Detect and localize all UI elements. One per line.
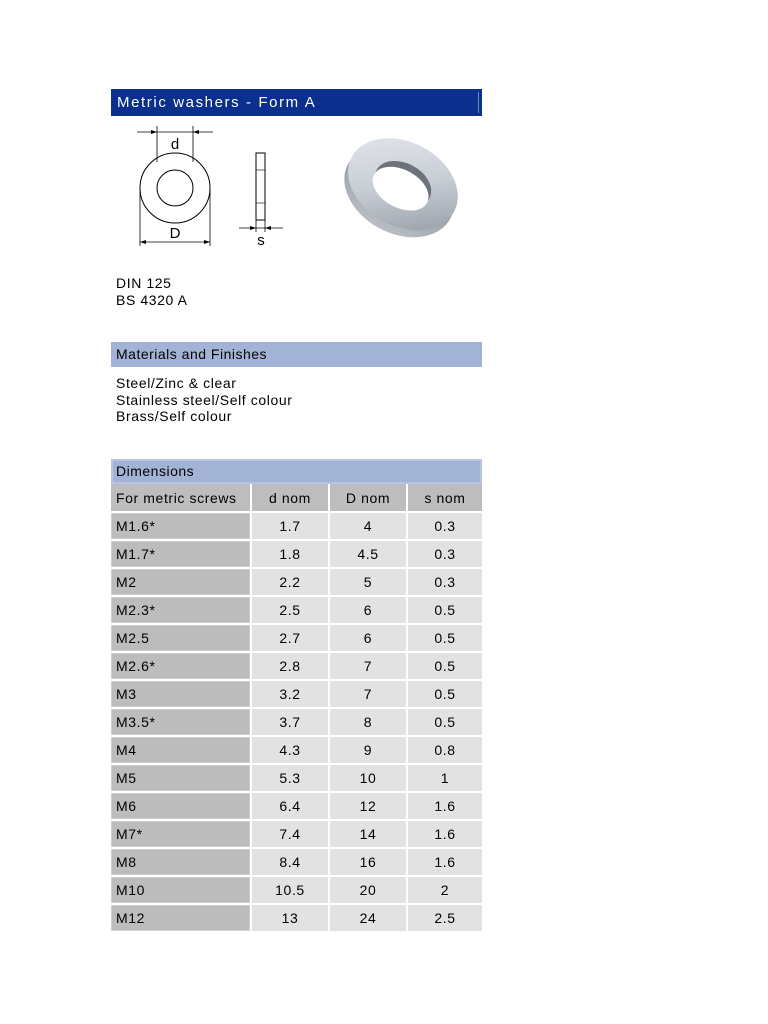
cell-s-nom: 1.6 — [408, 849, 482, 877]
cell-d-nom: 3.2 — [252, 681, 330, 709]
table-row — [111, 849, 482, 877]
table-row — [111, 625, 482, 653]
cell-D-nom: 7 — [330, 681, 408, 709]
cell-screw-size: M1.7* — [111, 541, 252, 569]
column-header-screw: For metric screws — [111, 484, 252, 513]
cell-d-nom: 1.7 — [252, 513, 330, 541]
cell-d-nom: 4.3 — [252, 737, 330, 765]
table-row — [111, 765, 482, 793]
material-item: Steel/Zinc & clear — [116, 375, 237, 391]
cell-s-nom: 0.3 — [408, 541, 482, 569]
cell-d-nom: 8.4 — [252, 849, 330, 877]
dimensions-table — [111, 484, 482, 933]
cell-D-nom: 4.5 — [330, 541, 408, 569]
cell-screw-size: M8 — [111, 849, 252, 877]
cell-screw-size: M3.5* — [111, 709, 252, 737]
cell-s-nom: 0.5 — [408, 597, 482, 625]
thickness-label: s — [257, 232, 265, 249]
cell-D-nom: 5 — [330, 569, 408, 597]
cell-s-nom: 0.5 — [408, 709, 482, 737]
cell-D-nom: 16 — [330, 849, 408, 877]
cell-s-nom: 1 — [408, 765, 482, 793]
standards-list — [116, 275, 188, 308]
cell-screw-size: M7* — [111, 821, 252, 849]
cell-screw-size: M12 — [111, 905, 252, 933]
cell-D-nom: 8 — [330, 709, 408, 737]
column-header-D-nom: D nom — [330, 484, 408, 513]
table-row — [111, 709, 482, 737]
cell-screw-size: M1.6* — [111, 513, 252, 541]
cell-screw-size: M3 — [111, 681, 252, 709]
cell-s-nom: 0.5 — [408, 653, 482, 681]
table-row — [111, 681, 482, 709]
cell-s-nom: 0.5 — [408, 625, 482, 653]
cell-screw-size: M2.6* — [111, 653, 252, 681]
material-item: Stainless steel/Self colour — [116, 391, 293, 408]
cell-s-nom: 2.5 — [408, 905, 482, 933]
cell-s-nom: 2 — [408, 877, 482, 905]
cell-d-nom: 3.7 — [252, 709, 330, 737]
cell-d-nom: 2.8 — [252, 653, 330, 681]
cell-s-nom: 0.3 — [408, 513, 482, 541]
cell-d-nom: 2.7 — [252, 625, 330, 653]
cell-d-nom: 1.8 — [252, 541, 330, 569]
table-header-row — [111, 484, 482, 513]
cell-screw-size: M2.5 — [111, 625, 252, 653]
cell-d-nom: 13 — [252, 905, 330, 933]
table-row — [111, 877, 482, 905]
cell-d-nom: 6.4 — [252, 793, 330, 821]
cell-screw-size: M10 — [111, 877, 252, 905]
column-header-s-nom: s nom — [408, 484, 482, 513]
cell-screw-size: M2.3* — [111, 597, 252, 625]
dimensions-heading: Dimensions — [111, 459, 482, 484]
standard-item: BS 4320 A — [116, 291, 188, 308]
page-title: Metric washers - Form A — [111, 89, 482, 116]
cell-screw-size: M6 — [111, 793, 252, 821]
washer-photo — [340, 126, 465, 246]
table-row — [111, 513, 482, 541]
table-row — [111, 541, 482, 569]
cell-D-nom: 9 — [330, 737, 408, 765]
column-header-d-nom: d nom — [252, 484, 330, 513]
cell-D-nom: 7 — [330, 653, 408, 681]
cell-D-nom: 12 — [330, 793, 408, 821]
cell-s-nom: 1.6 — [408, 821, 482, 849]
cell-d-nom: 7.4 — [252, 821, 330, 849]
washer-inner-circle — [157, 170, 193, 206]
cell-screw-size: M2 — [111, 569, 252, 597]
material-item: Brass/Self colour — [116, 408, 233, 424]
cell-D-nom: 4 — [330, 513, 408, 541]
cell-d-nom: 2.2 — [252, 569, 330, 597]
washer-outer-circle — [140, 153, 210, 223]
cell-d-nom: 2.5 — [252, 597, 330, 625]
materials-list — [116, 375, 293, 425]
table-row — [111, 569, 482, 597]
table-row — [111, 905, 482, 933]
cell-D-nom: 24 — [330, 905, 408, 933]
table-row — [111, 597, 482, 625]
inner-diameter-label: d — [170, 136, 180, 153]
cell-screw-size: M4 — [111, 737, 252, 765]
table-row — [111, 653, 482, 681]
outer-diameter-label: D — [169, 225, 181, 242]
cell-D-nom: 6 — [330, 597, 408, 625]
cell-s-nom: 0.3 — [408, 569, 482, 597]
cell-screw-size: M5 — [111, 765, 252, 793]
table-row — [111, 737, 482, 765]
washer-side-view — [256, 153, 265, 220]
cell-d-nom: 5.3 — [252, 765, 330, 793]
washer-technical-drawing — [125, 122, 290, 252]
cell-D-nom: 6 — [330, 625, 408, 653]
cell-s-nom: 1.6 — [408, 793, 482, 821]
cell-D-nom: 14 — [330, 821, 408, 849]
standard-item: DIN 125 — [116, 275, 172, 291]
cell-D-nom: 20 — [330, 877, 408, 905]
cell-s-nom: 0.5 — [408, 681, 482, 709]
table-row — [111, 793, 482, 821]
cell-D-nom: 10 — [330, 765, 408, 793]
cell-d-nom: 10.5 — [252, 877, 330, 905]
table-row — [111, 821, 482, 849]
cell-s-nom: 0.8 — [408, 737, 482, 765]
materials-heading: Materials and Finishes — [111, 342, 482, 367]
